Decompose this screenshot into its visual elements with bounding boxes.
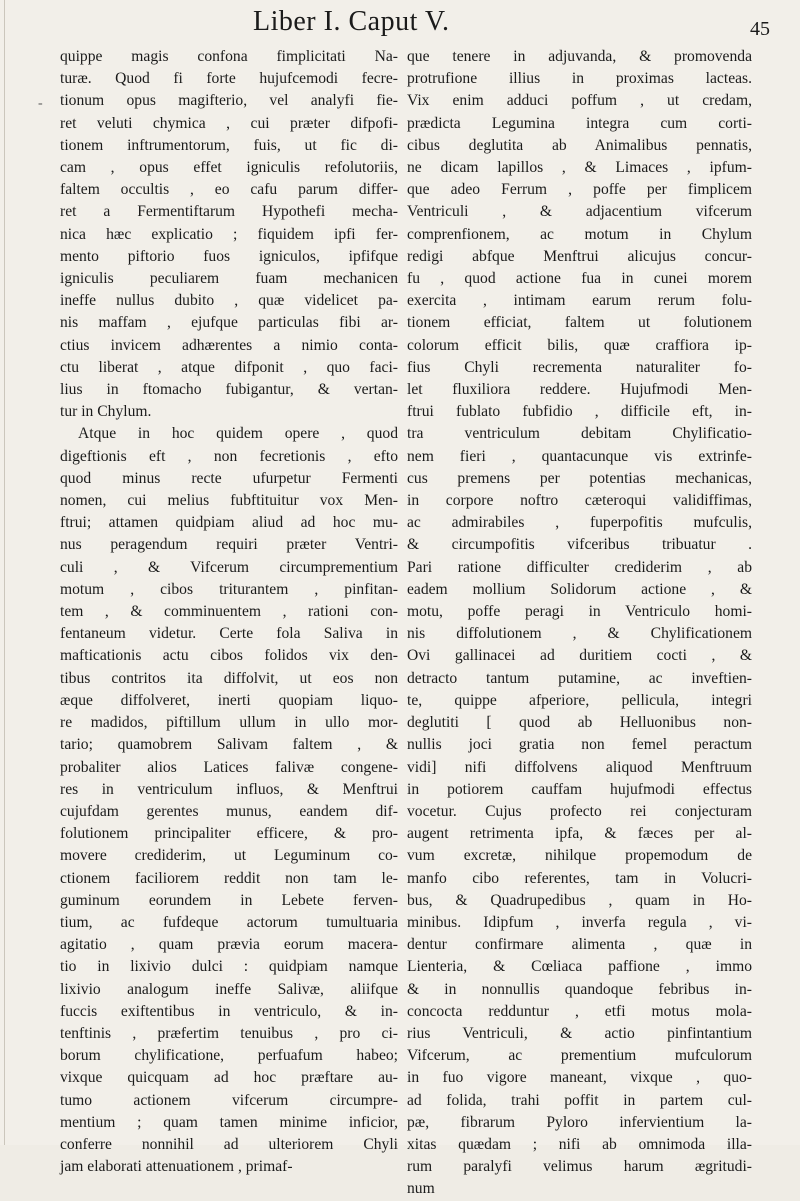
text-line: tumo actionem vifcerum circumpre-: [60, 1091, 398, 1109]
text-line: igniculis peculiarem fuam mechanicen: [60, 270, 398, 288]
text-line: Vifcerum, ac prementium mufculorum: [407, 1047, 752, 1065]
text-line: digeftionis eft , non fecretionis , efto: [60, 447, 398, 465]
text-line: colorum efficit bilis, quæ craffiora ip-: [407, 336, 752, 354]
text-line: in potiorem cauffam hujufmodi effectus: [407, 780, 752, 798]
text-line: mento piftorio fuos igniculos, ipfifque: [60, 247, 398, 265]
text-line: rum paralyfi velimus harum ægritudi-: [407, 1158, 752, 1176]
text-line: ac admirabiles , fuperpofitis mufculis,: [407, 514, 752, 532]
text-line: deglutiti [ quod ab Helluonibus non-: [407, 714, 752, 732]
text-line: tenftinis , præfertim tenuibus , pro ci-: [60, 1024, 398, 1042]
text-line: vum excretæ, nihilque propemodum de: [407, 847, 752, 865]
text-line: minibus. Idipfum , inverfa regula , vi-: [407, 913, 752, 931]
text-line: in fuo vigore maneant, vixque , quo-: [407, 1069, 752, 1087]
text-line: detracto tantum putamine, ac inveftien-: [407, 669, 752, 687]
text-line: nullis joci gratia non femel peractum: [407, 736, 752, 754]
text-line: lius in ftomacho fubigantur, & vertan-: [60, 381, 398, 399]
text-line: concocta redduntur , etfi motus mola-: [407, 1002, 752, 1020]
text-line: let fluxiliora reddere. Hujufmodi Men-: [407, 381, 752, 399]
text-line: movere crediderim, ut Leguminum co-: [60, 847, 398, 865]
text-line: Pari ratione difficulter crediderim , ab: [407, 558, 752, 576]
text-line: nis maffam , ejufque particulas fibi ar-: [60, 314, 398, 332]
text-line: manfo cibo referentes, tam in Volucri-: [407, 869, 752, 887]
text-line: ineffe nullus dubito , quæ videlicet pa-: [60, 292, 398, 310]
right-text-column: [407, 46, 752, 1201]
text-line: folutionem principaliter efficere, & pro-: [60, 825, 398, 843]
text-line: in corpore noftro cæteroqui validiffimas,: [407, 492, 752, 510]
text-line: protrufione illius in proximas lacteas.: [407, 70, 752, 88]
text-line: te, quippe afperiore, pellicula, integri: [407, 691, 752, 709]
page-edge-line: [4, 0, 5, 1145]
running-head: Liber I. Caput V.: [253, 6, 450, 37]
text-line: exercita , intimam earum rerum folu-: [407, 292, 752, 310]
text-line: comprenfionem, ac motum in Chylum: [407, 225, 752, 243]
text-line: quippe magis confona fimplicitati Na-: [60, 48, 398, 65]
text-line: tio in lixivio dulci : quidpiam namque: [60, 958, 398, 976]
text-line: ne dicam lapillos , & Limaces , ipfum-: [407, 159, 752, 177]
text-line: æque diffolveret, inerti quopiam liquo-: [60, 691, 398, 709]
text-line: ret veluti chymica , cui præter difpofi-: [60, 114, 398, 132]
text-line: tur in Chylum.: [60, 403, 152, 421]
text-line: ftrui fublato fubfidio , difficile eft, in-: [407, 403, 752, 421]
text-line: vocetur. Cujus profecto rei conjecturam: [407, 802, 752, 820]
text-line: & in nonnullis quandoque febribus in-: [407, 980, 752, 998]
text-line: motum , cibos triturantem , pinfitan-: [60, 580, 398, 598]
text-line: mafticationis actu cibos folidos vix den-: [60, 647, 398, 665]
margin-mark: -: [38, 96, 43, 111]
text-line: Ovi gallinacei ad duritiem cocti , &: [407, 647, 752, 665]
text-line: Ventriculi , & adjacentium vifcerum: [407, 203, 752, 221]
text-line: fu , quod actione fua in cunei morem: [407, 270, 752, 288]
text-line: cibus deglutita ab Animalibus pennatis,: [407, 136, 752, 154]
text-line: Atque in hoc quidem opere , quod: [78, 425, 398, 443]
text-line: Lienteria, & Cœliaca paffione , immo: [407, 958, 752, 976]
text-line: rius Ventriculi, & actio pinfintantium: [407, 1024, 752, 1042]
page-number: 45: [750, 18, 770, 40]
text-line: pæ, fibrarum Pyloro infervientium la-: [407, 1113, 752, 1131]
text-line: bus, & Quadrupedibus , quam in Ho-: [407, 891, 752, 909]
text-line: tionem inftrumentorum, fuis, ut fic di-: [60, 136, 398, 154]
text-line: motu, poffe peragi in Ventriculo homi-: [407, 603, 752, 621]
text-line: Vix enim adduci poffum , ut credam,: [407, 92, 752, 110]
text-line: dentur confirmare alimenta , quæ in: [407, 936, 752, 954]
text-line: culi , & Vifcerum circumprementium: [60, 558, 398, 576]
text-line: fuccis exiftentibus in ventriculo, & in-: [60, 1002, 398, 1020]
text-line: jam elaborati attenuationem , primaf-: [60, 1158, 293, 1176]
text-line: redigi abfque Menftrui alicujus concur-: [407, 247, 752, 265]
text-line: tionem efficiat, faltem ut folutionem: [407, 314, 752, 332]
text-line: faltem occultis , eo cafu parum differ-: [60, 181, 398, 199]
text-line: prædicta Legumina integra cum corti-: [407, 114, 752, 132]
text-line: lixivio analogum ineffe Salivæ, aliifque: [60, 980, 398, 998]
text-line: nica hæc explicatio ; fiquidem ipfi fer-: [60, 225, 398, 243]
text-line: num: [407, 1180, 435, 1198]
text-line: cus premens per potentias mechanicas,: [407, 469, 752, 487]
text-line: tario; quamobrem Salivam faltem , &: [60, 736, 398, 754]
page-header: [0, 4, 800, 44]
text-line: vidi] nifi diffolvens aliquod Menftruum: [407, 758, 752, 776]
text-line: que tenere in adjuvanda, & promovenda: [407, 48, 752, 65]
text-line: xitas quædam ; nifi ab omnimoda illa-: [407, 1135, 752, 1153]
text-line: ctu liberat , atque difponit , quo faci-: [60, 358, 398, 376]
left-text-column: [60, 46, 398, 1178]
text-line: turæ. Quod fi forte hujufcemodi fecre-: [60, 70, 398, 88]
text-line: guminum eorundem in Lebete ferven-: [60, 891, 398, 909]
text-line: que adeo Ferrum , poffe per fimplicem: [407, 181, 752, 199]
text-line: tem , & comminuentem , rationi con-: [60, 603, 398, 621]
text-line: nus peragendum requiri præter Ventri-: [60, 536, 398, 554]
text-line: tra ventriculum debitam Chylificatio-: [407, 425, 752, 443]
text-line: ctius invicem adhærentes a nimio conta-: [60, 336, 398, 354]
text-line: ret a Fermentiftarum Hypothefi mecha-: [60, 203, 398, 221]
text-line: augent retrimenta ipfa, & fæces per al-: [407, 825, 752, 843]
text-line: fius Chyli recrementa naturaliter fo-: [407, 358, 752, 376]
text-line: res in ventriculum influos, & Menftrui: [60, 780, 398, 798]
text-line: conferre nonnihil ad ulteriorem Chyli: [60, 1135, 398, 1153]
text-line: tium, ac fufdeque actorum tumultuaria: [60, 913, 398, 931]
text-line: mentium ; quam tamen minime inficior,: [60, 1113, 398, 1131]
text-line: probaliter alios Latices falivæ congene-: [60, 758, 398, 776]
text-line: nem fieri , quantacunque vis extrinfe-: [407, 447, 752, 465]
text-line: quod minus recte ufurpetur Fermenti: [60, 469, 398, 487]
text-line: ad folida, trahi poffit in partem cul-: [407, 1091, 752, 1109]
text-line: borum chylificatione, perfuafum habeo;: [60, 1047, 398, 1065]
text-line: tibus contritos ita diffolvit, ut eos non: [60, 669, 398, 687]
text-line: ctionem faciliorem reddit non tam le-: [60, 869, 398, 887]
text-line: ftrui; attamen quidpiam aliud ad hoc mu-: [60, 514, 398, 532]
text-line: vixque quicquam ad hoc præftare au-: [60, 1069, 398, 1087]
text-line: re madidos, piftillum ullum in ullo mor-: [60, 714, 398, 732]
text-line: nomen, cui melius fubftituitur vox Men-: [60, 492, 398, 510]
text-line: eadem mollium Solidorum actione , &: [407, 580, 752, 598]
text-line: cam , opus effet igniculis refolutoriis,: [60, 159, 398, 177]
text-line: cujufdam gerentes munus, eandem dif-: [60, 802, 398, 820]
text-line: fentaneum videtur. Certe fola Saliva in: [60, 625, 398, 643]
text-line: & circumpofitis vifceribus tribuatur .: [407, 536, 752, 554]
text-line: agitatio , quam prævia eorum macera-: [60, 936, 398, 954]
text-line: tionum opus magifterio, vel analyfi fie-: [60, 92, 398, 110]
text-line: nis diffolutionem , & Chylificationem: [407, 625, 752, 643]
